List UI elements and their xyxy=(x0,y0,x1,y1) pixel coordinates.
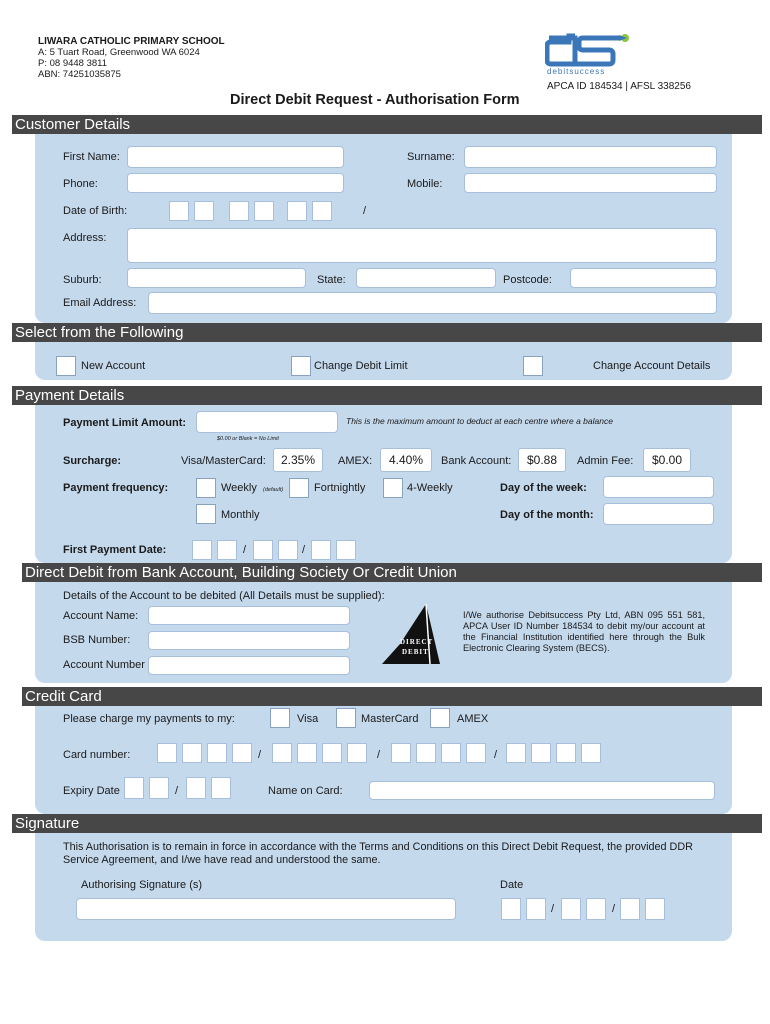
change-limit-label: Change Debit Limit xyxy=(314,360,408,372)
card-sep-3: / xyxy=(494,749,498,761)
bsb-label: BSB Number: xyxy=(63,634,131,646)
payment-limit-label: Payment Limit Amount: xyxy=(63,417,187,429)
dob-month-1[interactable] xyxy=(229,201,249,221)
apca-id: APCA ID 184534 | AFSL 338256 xyxy=(547,81,691,92)
school-info xyxy=(38,36,225,80)
card-sep-1: / xyxy=(258,749,262,761)
phone-label: Phone: xyxy=(63,178,98,190)
card-digit-9[interactable] xyxy=(391,743,411,763)
school-name: LIWARA CATHOLIC PRIMARY SCHOOL xyxy=(38,36,225,47)
sig-date-sep-2: / xyxy=(612,903,616,915)
amex-label: AMEX xyxy=(457,713,489,725)
first-payment-month-1[interactable] xyxy=(253,540,273,560)
card-digit-5[interactable] xyxy=(272,743,292,763)
sig-date-sep-1: / xyxy=(551,903,555,915)
address-label: Address: xyxy=(63,232,107,244)
visa-mc-label: Visa/MasterCard: xyxy=(181,455,266,467)
form-title: Direct Debit Request - Authorisation Form xyxy=(230,92,520,108)
fortnightly-checkbox[interactable] xyxy=(289,478,309,498)
dd-logo-text-1: DIRECT xyxy=(400,638,434,646)
section-customer-details: Customer Details xyxy=(12,115,762,134)
account-name-label: Account Name: xyxy=(63,610,139,622)
card-digit-3[interactable] xyxy=(207,743,227,763)
address-field[interactable] xyxy=(127,228,717,263)
dob-month-2[interactable] xyxy=(254,201,274,221)
monthly-label: Monthly xyxy=(221,509,260,521)
signature-field[interactable] xyxy=(76,898,456,920)
signature-terms: This Authorisation is to remain in force in accordance with the Terms and Conditions on this Direct Debit Request, the provided DDR Service Agreement, and I/we have read and understood the same. xyxy=(63,841,693,866)
admin-fee: $0.00 xyxy=(643,448,691,472)
signature-date-label: Date xyxy=(500,879,524,891)
first-name-field[interactable] xyxy=(127,146,344,168)
direct-debit-logo xyxy=(380,602,446,668)
logo-wordmark: debitsuccess xyxy=(547,67,606,76)
surname-field[interactable] xyxy=(464,146,717,168)
change-limit-checkbox[interactable] xyxy=(291,356,311,376)
postcode-label: Postcode: xyxy=(503,274,552,286)
bank-details-note: Details of the Account to be debited (All Details must be supplied): xyxy=(63,590,385,602)
payment-limit-hint: $0.00 or Blank = No Limit xyxy=(217,436,279,442)
day-of-week-label: Day of the week: xyxy=(500,482,587,494)
section-payment: Payment Details xyxy=(12,386,762,405)
card-digit-4[interactable] xyxy=(232,743,252,763)
card-digit-1[interactable] xyxy=(157,743,177,763)
card-digit-7[interactable] xyxy=(322,743,342,763)
phone-field[interactable] xyxy=(127,173,344,193)
expiry-year-2[interactable] xyxy=(211,777,231,799)
card-digit-11[interactable] xyxy=(441,743,461,763)
first-payment-month-2[interactable] xyxy=(278,540,298,560)
suburb-label: Suburb: xyxy=(63,274,102,286)
visa-checkbox[interactable] xyxy=(270,708,290,728)
mastercard-label: MasterCard xyxy=(361,713,419,725)
dob-day-2[interactable] xyxy=(194,201,214,221)
name-on-card-field[interactable] xyxy=(369,781,715,800)
bank-surcharge: $0.88 xyxy=(518,448,566,472)
state-field[interactable] xyxy=(356,268,496,288)
dob-year-2[interactable] xyxy=(312,201,332,221)
section-signature: Signature xyxy=(12,814,762,833)
surcharge-label: Surcharge: xyxy=(63,455,122,467)
fortnightly-label: Fortnightly xyxy=(314,482,366,494)
bank-surcharge-label: Bank Account: xyxy=(441,455,512,467)
card-digit-6[interactable] xyxy=(297,743,317,763)
four-weekly-checkbox[interactable] xyxy=(383,478,403,498)
dob-separator: / xyxy=(363,205,367,217)
expiry-sep: / xyxy=(175,785,179,797)
card-sep-2: / xyxy=(377,749,381,761)
payment-limit-field[interactable] xyxy=(196,411,338,433)
change-details-label: Change Account Details xyxy=(593,360,711,372)
surname-label: Surname: xyxy=(407,151,455,163)
expiry-label: Expiry Date xyxy=(63,785,120,797)
section-select: Select from the Following xyxy=(12,323,762,342)
dob-label: Date of Birth: xyxy=(63,205,128,217)
mobile-label: Mobile: xyxy=(407,178,443,190)
card-digit-16[interactable] xyxy=(581,743,601,763)
sig-date-day-1[interactable] xyxy=(501,898,521,920)
expiry-month-1[interactable] xyxy=(124,777,144,799)
first-payment-day-1[interactable] xyxy=(192,540,212,560)
dd-logo-text-2: DEBIT xyxy=(402,648,429,656)
frequency-label: Payment frequency: xyxy=(63,482,169,494)
weekly-label: Weekly xyxy=(221,482,257,494)
sig-date-year-2[interactable] xyxy=(645,898,665,920)
school-address: A: 5 Tuart Road, Greenwood WA 6024 xyxy=(38,47,200,58)
name-on-card-label: Name on Card: xyxy=(268,785,343,797)
sig-date-month-1[interactable] xyxy=(561,898,581,920)
first-payment-day-2[interactable] xyxy=(217,540,237,560)
card-digit-15[interactable] xyxy=(556,743,576,763)
amex-surcharge: 4.40% xyxy=(380,448,432,472)
card-digit-13[interactable] xyxy=(506,743,526,763)
account-name-field[interactable] xyxy=(148,606,350,625)
dob-year-1[interactable] xyxy=(287,201,307,221)
bank-authorisation-text: I/We authorise Debitsuccess Pty Ltd, ABN 095 551 581, APCA User ID Number 184534 to debit my/our account at the Financial Institution identified here through the Bulk Electronic Clearing System (BECS). xyxy=(463,610,705,653)
weekly-default-note: (default) xyxy=(263,487,284,493)
amex-surcharge-label: AMEX: xyxy=(338,455,373,467)
sig-date-day-2[interactable] xyxy=(526,898,546,920)
sig-date-year-1[interactable] xyxy=(620,898,640,920)
card-digit-14[interactable] xyxy=(531,743,551,763)
first-payment-year-2[interactable] xyxy=(336,540,356,560)
card-digit-2[interactable] xyxy=(182,743,202,763)
signature-label: Authorising Signature (s) xyxy=(81,879,203,891)
school-abn: ABN: 74251035875 xyxy=(38,69,121,80)
payment-limit-note: This is the maximum amount to deduct at each centre where a balance xyxy=(346,416,613,426)
first-name-label: First Name: xyxy=(63,151,120,163)
dob-day-1[interactable] xyxy=(169,201,189,221)
section-credit-card: Credit Card xyxy=(22,687,762,706)
bsb-field[interactable] xyxy=(148,631,350,650)
day-of-week-field[interactable] xyxy=(603,476,714,498)
expiry-year-1[interactable] xyxy=(186,777,206,799)
charge-to-label: Please charge my payments to my: xyxy=(63,713,235,725)
change-details-checkbox[interactable] xyxy=(523,356,543,376)
account-number-label: Account Number xyxy=(63,659,145,671)
first-payment-label: First Payment Date: xyxy=(63,544,167,556)
expiry-month-2[interactable] xyxy=(149,777,169,799)
card-digit-12[interactable] xyxy=(466,743,486,763)
section-bank: Direct Debit from Bank Account, Building Society Or Credit Union xyxy=(22,563,762,582)
account-number-field[interactable] xyxy=(148,656,350,675)
new-account-checkbox[interactable] xyxy=(56,356,76,376)
weekly-checkbox[interactable] xyxy=(196,478,216,498)
monthly-checkbox[interactable] xyxy=(196,504,216,524)
card-number-label: Card number: xyxy=(63,749,131,761)
card-digit-8[interactable] xyxy=(347,743,367,763)
suburb-field[interactable] xyxy=(127,268,306,288)
visa-mc-surcharge: 2.35% xyxy=(273,448,323,472)
email-field[interactable] xyxy=(148,292,717,314)
card-digit-10[interactable] xyxy=(416,743,436,763)
mobile-field[interactable] xyxy=(464,173,717,193)
first-payment-year-1[interactable] xyxy=(311,540,331,560)
state-label: State: xyxy=(317,274,346,286)
day-of-month-field[interactable] xyxy=(603,503,714,525)
first-payment-sep-1: / xyxy=(243,544,247,556)
postcode-field[interactable] xyxy=(570,268,717,288)
visa-label: Visa xyxy=(297,713,319,725)
email-label: Email Address: xyxy=(63,297,137,309)
school-phone: P: 08 9448 3811 xyxy=(38,58,108,69)
day-of-month-label: Day of the month: xyxy=(500,509,594,521)
first-payment-sep-2: / xyxy=(302,544,306,556)
new-account-label: New Account xyxy=(81,360,146,372)
four-weekly-label: 4-Weekly xyxy=(407,482,453,494)
mastercard-checkbox[interactable] xyxy=(336,708,356,728)
admin-fee-label: Admin Fee: xyxy=(577,455,634,467)
sig-date-month-2[interactable] xyxy=(586,898,606,920)
amex-checkbox[interactable] xyxy=(430,708,450,728)
